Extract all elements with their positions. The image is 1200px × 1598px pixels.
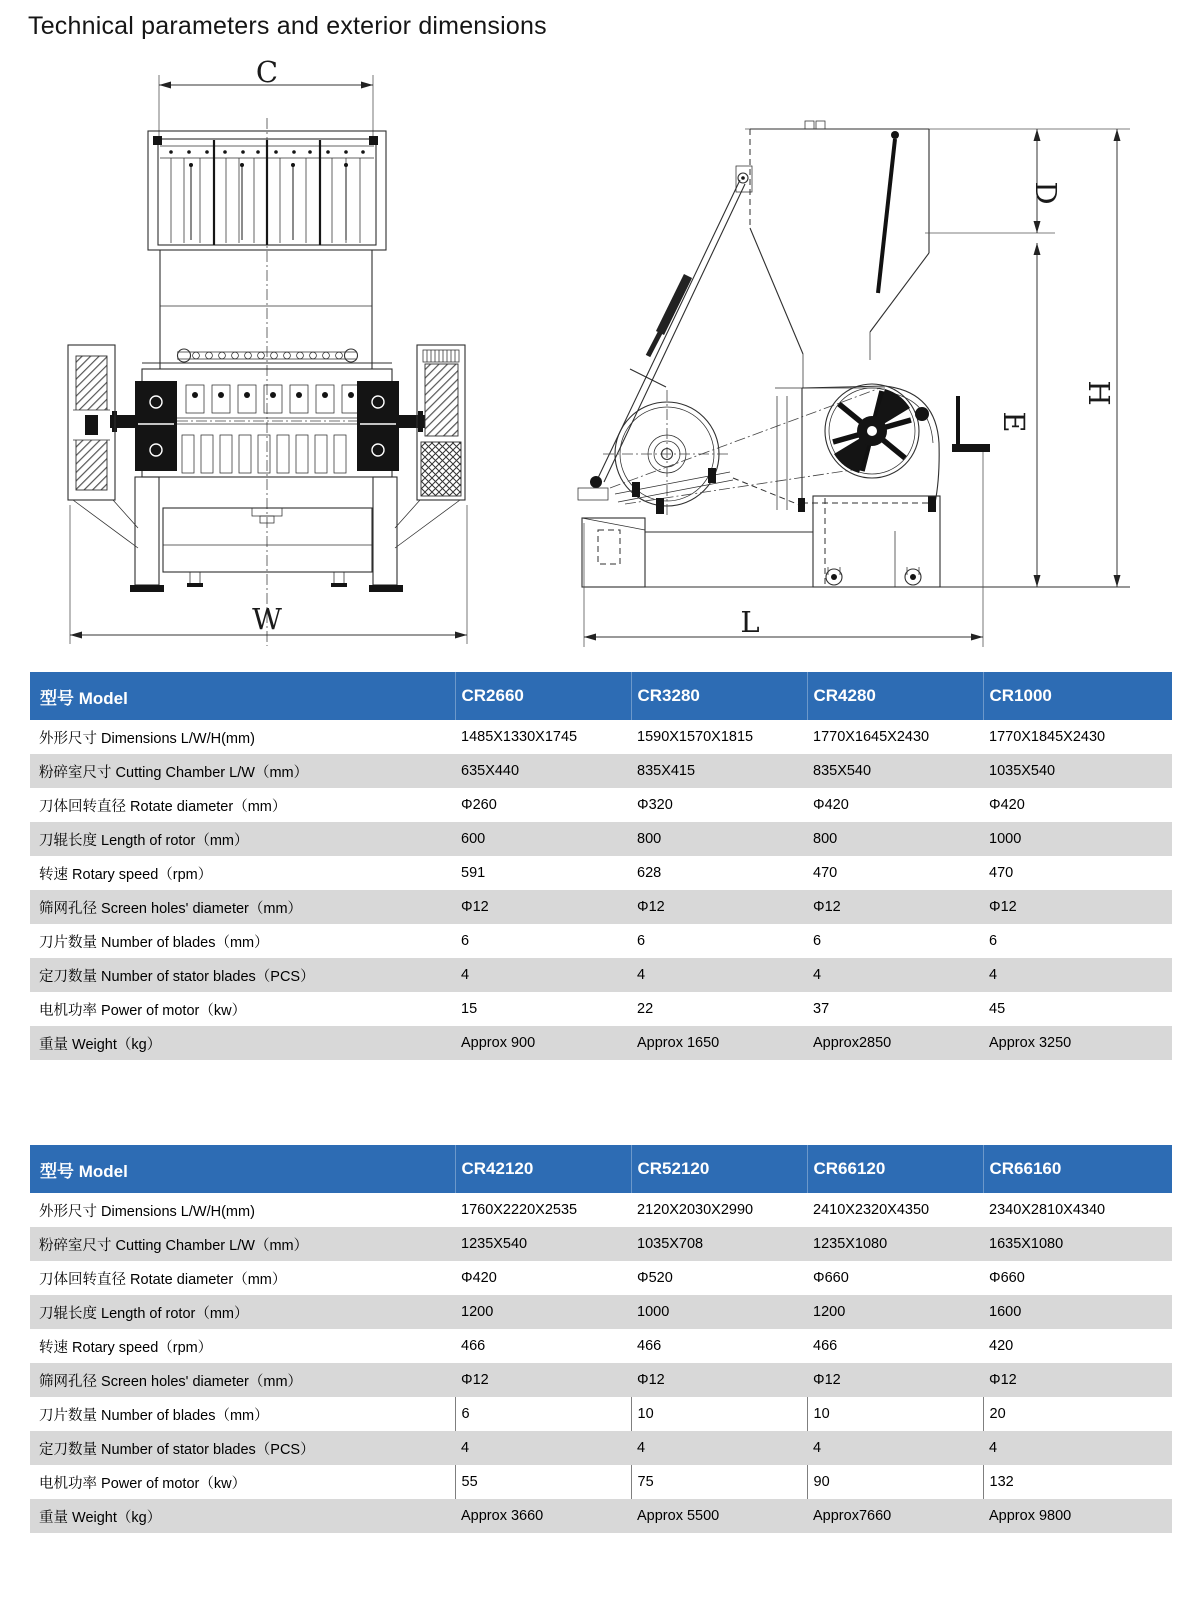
spec-row <box>30 890 1172 924</box>
spec-row-label: 电机功率 Power of motor（kw） <box>39 1475 247 1492</box>
spec-value: Φ12 <box>989 899 1017 915</box>
spec-row <box>30 992 1172 1026</box>
spec-row <box>30 788 1172 822</box>
spec-value: Φ12 <box>813 1372 841 1388</box>
spec-row <box>30 1465 1172 1499</box>
spec-value: 1235X540 <box>461 1236 528 1252</box>
table-2-head <box>30 1145 1172 1193</box>
spec-value: 600 <box>461 831 486 847</box>
spec-value: Approx 5500 <box>637 1508 720 1524</box>
table-1-body <box>30 720 1172 1060</box>
spec-value: Φ520 <box>637 1270 673 1286</box>
spec-value: 4 <box>813 1440 822 1456</box>
spec-value: 1035X708 <box>637 1236 704 1252</box>
spec-row-label: 电机功率 Power of motor（kw） <box>39 1002 247 1019</box>
spec-value: 628 <box>637 865 662 881</box>
spec-value: Approx 3250 <box>989 1035 1072 1051</box>
spec-value: 55 <box>455 1465 631 1499</box>
spec-value: 1600 <box>989 1304 1022 1320</box>
model-column-header: CR4280 <box>807 672 983 720</box>
dim-label-d: D <box>1029 181 1063 205</box>
spec-row <box>30 754 1172 788</box>
spec-row-label: 定刀数量 Number of stator blades（PCS） <box>39 1441 315 1458</box>
spec-value: Φ12 <box>637 899 665 915</box>
spec-value: 37 <box>813 1001 830 1017</box>
spec-value: 6 <box>813 933 822 949</box>
spec-value: 4 <box>461 1440 470 1456</box>
spec-value: Φ660 <box>989 1270 1025 1286</box>
spec-value: 420 <box>989 1338 1014 1354</box>
spec-row <box>30 924 1172 958</box>
spec-value: Approx7660 <box>813 1508 892 1524</box>
spec-row <box>30 1227 1172 1261</box>
spec-value: Φ420 <box>989 797 1025 813</box>
spec-value: 20 <box>983 1397 1172 1431</box>
dim-label-h: H <box>1082 380 1116 406</box>
spec-row-label: 定刀数量 Number of stator blades（PCS） <box>39 968 315 985</box>
spec-value: 4 <box>813 967 822 983</box>
side-view-drawing <box>540 58 1140 663</box>
spec-value: Approx 900 <box>461 1035 536 1051</box>
spec-row-label: 刀体回转直径 Rotate diameter（mm） <box>39 798 287 815</box>
spec-row <box>30 1363 1172 1397</box>
spec-value: Φ12 <box>989 1372 1017 1388</box>
spec-value: 591 <box>461 865 486 881</box>
model-column-header: CR3280 <box>631 672 807 720</box>
spec-value: 466 <box>461 1338 486 1354</box>
spec-value: 6 <box>637 933 646 949</box>
spec-value: 1000 <box>637 1304 670 1320</box>
spec-value: 2410X2320X4350 <box>813 1202 930 1218</box>
spec-table-models-small <box>30 672 1172 1060</box>
spec-value: 1200 <box>461 1304 494 1320</box>
spec-value: 1035X540 <box>989 763 1056 779</box>
spec-row-label: 刀片数量 Number of blades（mm） <box>39 1407 269 1424</box>
spec-value: 835X540 <box>813 763 872 779</box>
spec-row-label: 粉碎室尺寸 Cutting Chamber L/W（mm） <box>39 764 309 781</box>
spec-value: 635X440 <box>461 763 520 779</box>
spec-value: 470 <box>989 865 1014 881</box>
spec-value: 6 <box>461 933 470 949</box>
dim-label-e: E <box>997 411 1031 433</box>
spec-value: Approx 1650 <box>637 1035 720 1051</box>
spec-value: 4 <box>461 967 470 983</box>
spec-value: 4 <box>637 967 646 983</box>
spec-table-models-large <box>30 1145 1172 1533</box>
spec-value: 132 <box>983 1465 1172 1499</box>
spec-row-label: 转速 Rotary speed（rpm） <box>39 866 213 883</box>
spec-value: 75 <box>631 1465 807 1499</box>
spec-row-label: 筛网孔径 Screen holes' diameter（mm） <box>39 1373 303 1390</box>
spec-value: Φ420 <box>813 797 849 813</box>
spec-value: Approx2850 <box>813 1035 892 1051</box>
hopper-slats <box>171 140 360 245</box>
spec-value: 4 <box>989 967 998 983</box>
spec-value: 1235X1080 <box>813 1236 888 1252</box>
spec-value: 4 <box>637 1440 646 1456</box>
spec-row <box>30 720 1172 754</box>
model-label-header: 型号 Model <box>30 672 455 720</box>
spec-value: 1770X1645X2430 <box>813 729 930 745</box>
spec-row-label: 重量 Weight（kg） <box>39 1509 162 1526</box>
bearing-housing-right <box>357 381 399 471</box>
spec-value: Φ320 <box>637 797 673 813</box>
spec-value: 466 <box>637 1338 662 1354</box>
spec-value: 2120X2030X2990 <box>637 1202 754 1218</box>
spec-row <box>30 1193 1172 1227</box>
spec-row-label: 刀体回转直径 Rotate diameter（mm） <box>39 1271 287 1288</box>
spec-value: 90 <box>807 1465 983 1499</box>
spec-row-label: 外形尺寸 Dimensions L/W/H(mm) <box>39 730 255 747</box>
spec-value: Φ260 <box>461 797 497 813</box>
dim-label-l: L <box>740 605 760 639</box>
spec-row-label: 刀辊长度 Length of rotor（mm） <box>39 832 249 849</box>
spec-value: Φ12 <box>461 1372 489 1388</box>
spec-value: Φ660 <box>813 1270 849 1286</box>
bearing-housing-left <box>135 381 177 471</box>
spec-row-label: 粉碎室尺寸 Cutting Chamber L/W（mm） <box>39 1237 309 1254</box>
front-view-drawing <box>40 58 500 658</box>
base-frame <box>582 496 940 587</box>
dim-label-c: C <box>255 58 279 89</box>
flywheel <box>825 384 929 478</box>
spec-value: 1760X2220X2535 <box>461 1202 578 1218</box>
model-column-header: CR42120 <box>455 1145 631 1193</box>
table-header-row <box>30 672 1172 720</box>
spec-value: 835X415 <box>637 763 696 779</box>
spec-value: 1200 <box>813 1304 846 1320</box>
page-title: Technical parameters and exterior dimensions <box>28 12 547 40</box>
spec-value: 10 <box>631 1397 807 1431</box>
spec-value: 1635X1080 <box>989 1236 1064 1252</box>
model-column-header: CR66160 <box>983 1145 1172 1193</box>
spec-row <box>30 958 1172 992</box>
spec-value: 6 <box>455 1397 631 1431</box>
table-1-head <box>30 672 1172 720</box>
spec-value: 4 <box>989 1440 998 1456</box>
rotor-slots <box>182 435 346 473</box>
spec-value: 6 <box>989 933 998 949</box>
spec-value: 466 <box>813 1338 838 1354</box>
spec-row-label: 转速 Rotary speed（rpm） <box>39 1339 213 1356</box>
spec-value: 2340X2810X4340 <box>989 1202 1106 1218</box>
crank-handle <box>952 396 990 452</box>
model-column-header: CR66120 <box>807 1145 983 1193</box>
spec-value: Φ420 <box>461 1270 497 1286</box>
spec-row-label: 筛网孔径 Screen holes' diameter（mm） <box>39 900 303 917</box>
spec-value: Φ12 <box>637 1372 665 1388</box>
spec-value: Φ12 <box>461 899 489 915</box>
spec-value: 1485X1330X1745 <box>461 729 578 745</box>
spec-row <box>30 856 1172 890</box>
spec-row <box>30 1329 1172 1363</box>
table-2-body <box>30 1193 1172 1533</box>
model-column-header: CR1000 <box>983 672 1172 720</box>
spec-value: 22 <box>637 1001 654 1017</box>
spec-value: 15 <box>461 1001 478 1017</box>
spec-row-label: 刀辊长度 Length of rotor（mm） <box>39 1305 249 1322</box>
model-label-header: 型号 Model <box>30 1145 455 1193</box>
spec-value: Φ12 <box>813 899 841 915</box>
drive-pulley <box>603 390 731 518</box>
spec-value: Approx 3660 <box>461 1508 544 1524</box>
spec-value: 800 <box>813 831 838 847</box>
table-header-row <box>30 1145 1172 1193</box>
spec-value: 1590X1570X1815 <box>637 729 754 745</box>
spec-value: 45 <box>989 1001 1006 1017</box>
spec-row <box>30 1397 1172 1431</box>
spec-row-label: 刀片数量 Number of blades（mm） <box>39 934 269 951</box>
spec-value: 1770X1845X2430 <box>989 729 1106 745</box>
spec-row-label: 重量 Weight（kg） <box>39 1036 162 1053</box>
dim-label-w: W <box>252 602 282 636</box>
spec-row <box>30 822 1172 856</box>
spec-row <box>30 1261 1172 1295</box>
chain-links <box>178 349 358 362</box>
spec-value: 800 <box>637 831 662 847</box>
model-column-header: CR2660 <box>455 672 631 720</box>
blade-holders <box>186 385 360 413</box>
spec-row-label: 外形尺寸 Dimensions L/W/H(mm) <box>39 1203 255 1220</box>
spec-value: 1000 <box>989 831 1022 847</box>
spec-row <box>30 1026 1172 1060</box>
spec-row <box>30 1499 1172 1533</box>
model-column-header: CR52120 <box>631 1145 807 1193</box>
spec-row <box>30 1431 1172 1465</box>
spec-value: 10 <box>807 1397 983 1431</box>
spec-value: Approx 9800 <box>989 1508 1072 1524</box>
spec-row <box>30 1295 1172 1329</box>
pulley-guard-left <box>68 345 115 500</box>
spec-value: 470 <box>813 865 838 881</box>
